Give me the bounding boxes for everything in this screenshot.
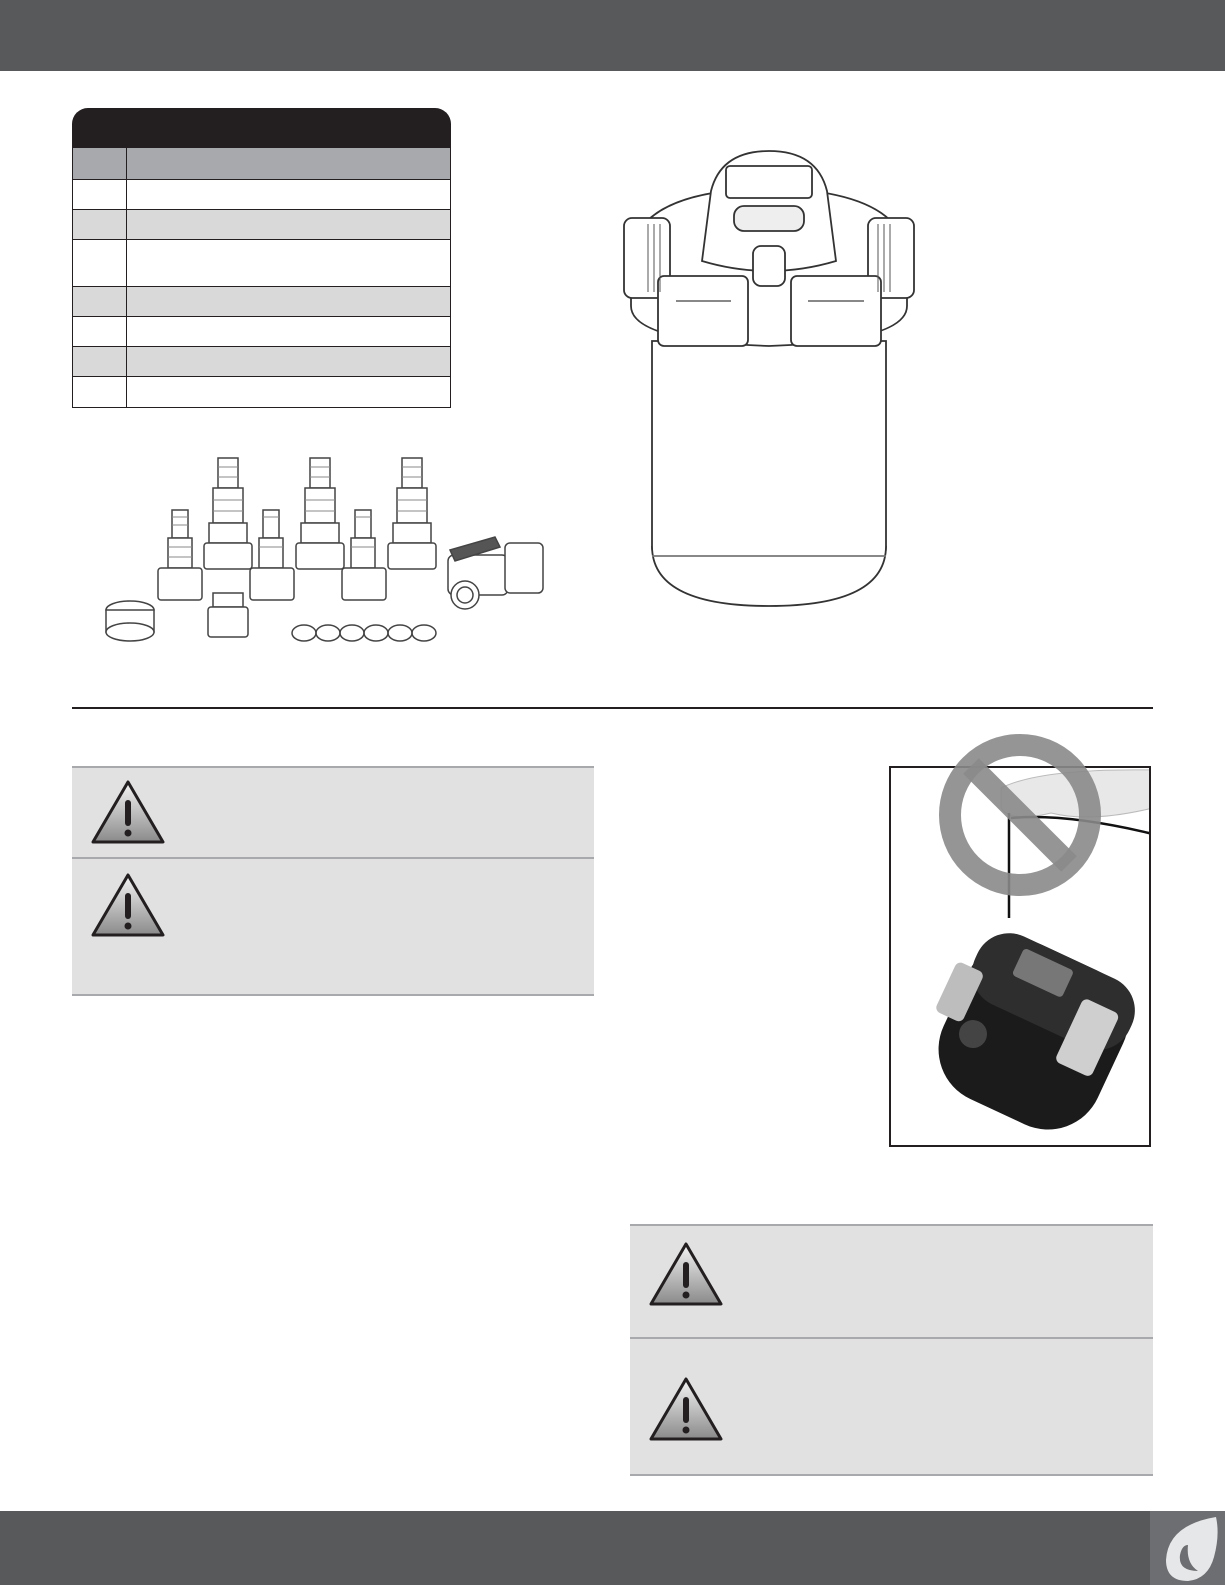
parts-table-title-bar: [72, 108, 451, 148]
table-row: [73, 346, 450, 376]
ball-valve: [448, 537, 543, 609]
part-number: [73, 240, 127, 286]
column-header-description: [127, 148, 450, 179]
part-description: [127, 240, 450, 286]
fittings-illustration: [100, 455, 570, 655]
column-header-number: [73, 148, 127, 179]
o-rings: [292, 625, 436, 641]
parts-table: [72, 108, 451, 408]
warning-box: [72, 857, 594, 996]
hose-tail-fitting: [158, 510, 202, 600]
hose-tail-fitting: [388, 458, 436, 569]
part-number: [73, 347, 127, 376]
table-row: [73, 316, 450, 346]
warning-triangle-icon: [90, 778, 166, 846]
part-number: [73, 377, 127, 407]
hose-tail-fitting: [342, 510, 386, 600]
warning-triangle-icon: [648, 1240, 724, 1308]
parts-table-header-row: [73, 148, 450, 179]
part-description: [127, 317, 450, 346]
hose-tail-fitting: [204, 458, 252, 569]
table-row: [73, 209, 450, 239]
threaded-adapter: [208, 593, 248, 637]
part-description: [127, 210, 450, 239]
table-row: [73, 376, 450, 407]
table-row: [73, 239, 450, 286]
warning-triangle-icon: [648, 1375, 724, 1443]
section-divider: [72, 707, 1153, 709]
leaf-logo-icon: [1158, 1515, 1222, 1583]
header-bar: [0, 0, 1225, 71]
part-number: [73, 180, 127, 209]
part-number: [73, 317, 127, 346]
warning-box: [630, 1224, 1153, 1339]
warning-box: [72, 766, 594, 859]
prohibited-icon: [935, 730, 1105, 900]
pressure-filter-illustration: [586, 96, 1006, 646]
hose-tail-fitting: [296, 458, 344, 569]
part-description: [127, 180, 450, 209]
part-number: [73, 287, 127, 316]
table-row: [73, 179, 450, 209]
warning-triangle-icon: [90, 871, 166, 939]
hose-tail-fitting: [250, 510, 294, 600]
union-nut: [106, 601, 154, 641]
part-description: [127, 377, 450, 407]
footer-bar: [0, 1511, 1225, 1585]
warning-box: [630, 1337, 1153, 1476]
table-row: [73, 286, 450, 316]
part-description: [127, 347, 450, 376]
part-description: [127, 287, 450, 316]
part-number: [73, 210, 127, 239]
